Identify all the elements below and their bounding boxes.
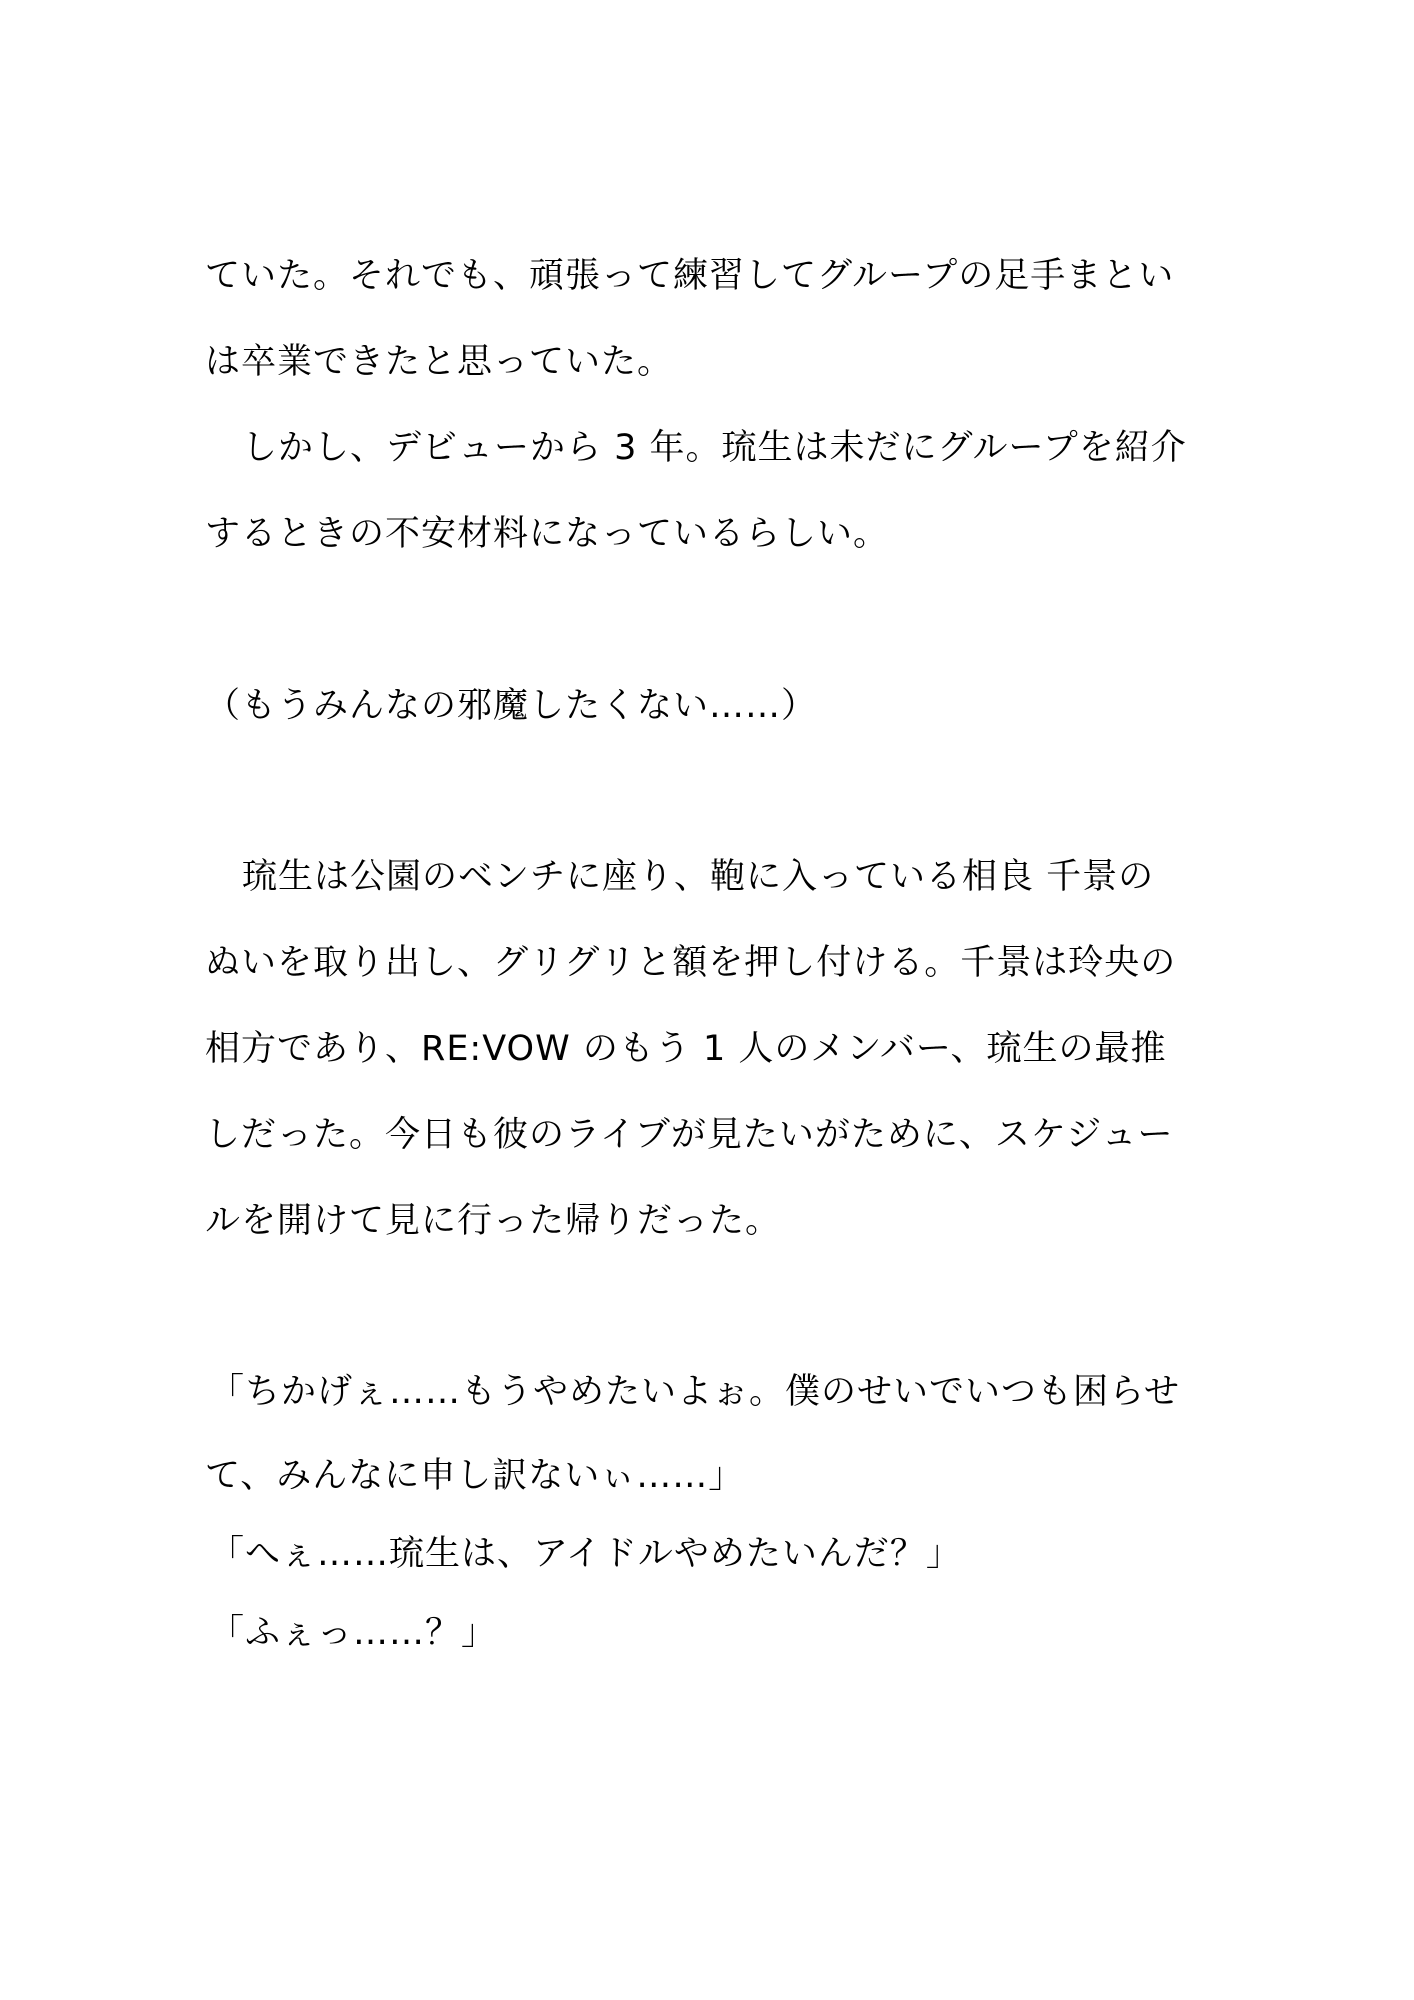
text-line: 琉生は公園のベンチに座り、鞄に入っている相良 千景の [242,857,1155,897]
text-line: するときの不安材料になっているらしい。 [205,514,890,554]
text-line: ていた。それでも、頑張って練習してグループの足手まとい [205,256,1175,296]
text-line: て、みんなに申し訳ないぃ……」 [205,1456,745,1496]
text-line: 「ちかげぇ……もうやめたいよぉ。僕のせいでいつも困らせ [209,1372,1180,1412]
text-line: （もうみんなの邪魔したくない……） [205,686,818,726]
text-line: は卒業できたと思っていた。 [205,342,674,382]
text-line: しかし、デビューから 3 年。琉生は未だにグループを紹介 [242,428,1187,468]
text-line: 「ふぇっ……？」 [209,1613,498,1653]
text-line: 「へぇ……琉生は、アイドルやめたいんだ？」 [209,1534,962,1574]
text-line: ぬいを取り出し、グリグリと額を押し付ける。千景は玲央の [205,943,1177,983]
text-line: 相方であり、RE:VOW のもう 1 人のメンバー、琉生の最推 [205,1029,1167,1069]
text-line: しだった。今日も彼のライブが見たいがために、スケジュー [205,1115,1174,1155]
text-line: ルを開けて見に行った帰りだった。 [205,1201,782,1241]
